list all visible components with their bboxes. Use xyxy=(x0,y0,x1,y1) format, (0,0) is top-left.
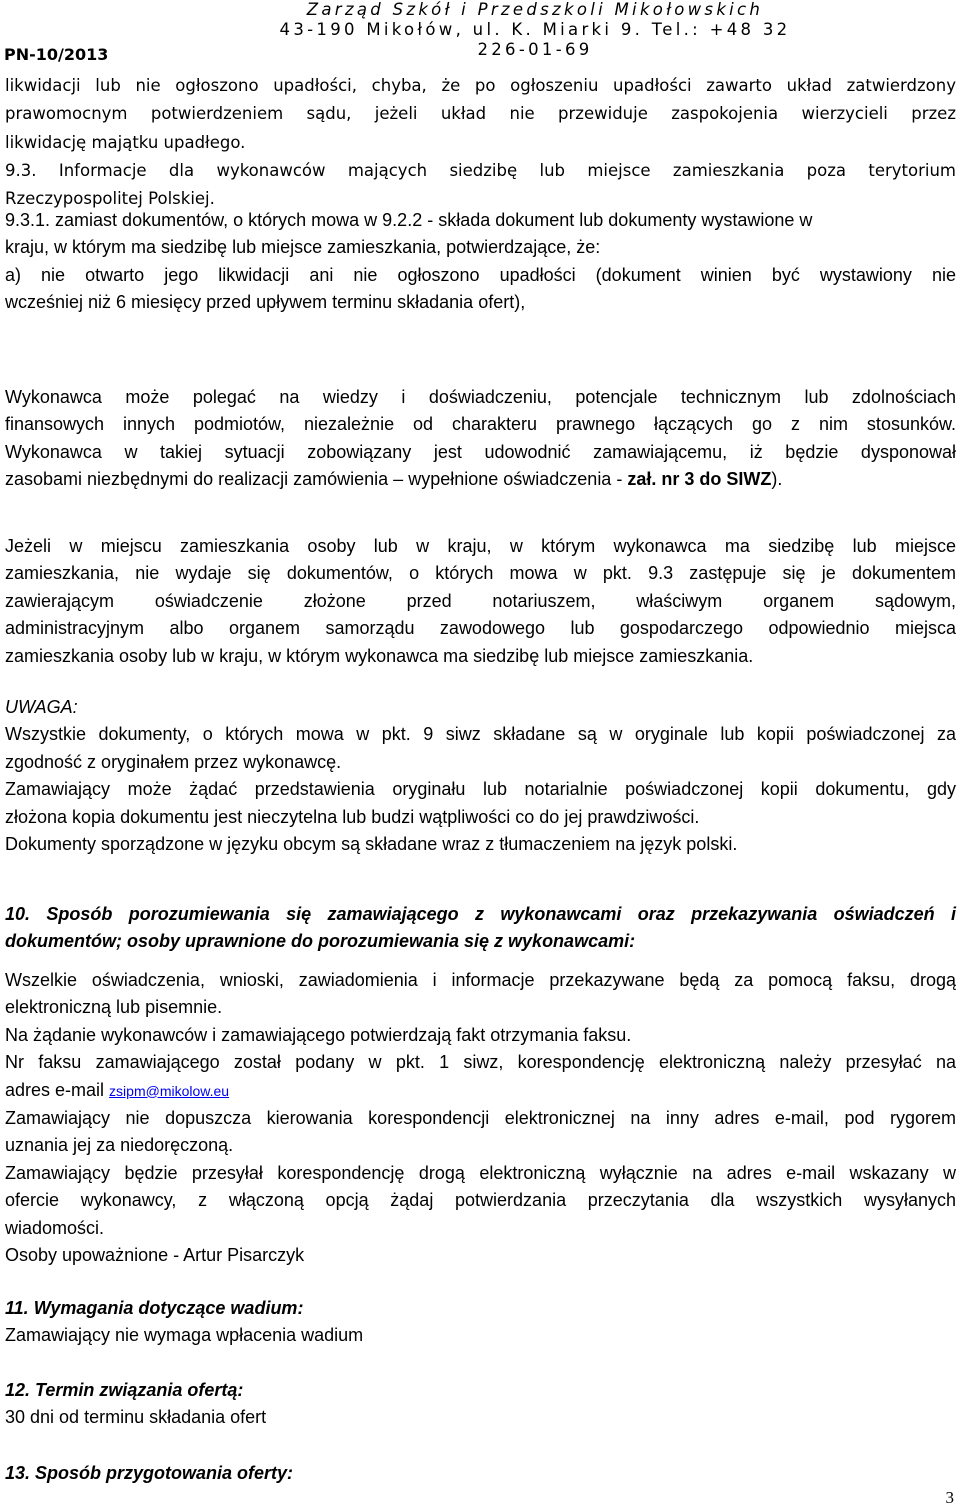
text-line: zasobami niezbędnymi do realizacji zamówienia – wypełnione oświadczenia - zał. nr 3 do SIWZ). xyxy=(5,469,783,490)
section-heading: 11. Wymagania dotyczące wadium: xyxy=(5,1298,304,1318)
text-line: Zamawiający nie dopuszcza kierowania korespondencji elektronicznej na inny adres e-mail, pod rygorem xyxy=(5,1108,956,1129)
paragraph-notary-statement xyxy=(5,533,956,670)
text-line: 9.3. Informacje dla wykonawców mających siedzibę lub miejsce zamieszkania poza terytorium xyxy=(5,160,956,180)
document-reference: PN-10/2013 xyxy=(4,45,109,64)
text-line: administracyjnym albo organem samorządu zawodowego lub gospodarczego odpowiednio miejsca xyxy=(5,618,956,639)
section-10 xyxy=(5,901,956,956)
text-line: 30 dni od terminu składania ofert xyxy=(5,1407,267,1428)
text-line: wiadomości. xyxy=(5,1217,105,1238)
paragraph-foreign-contractors xyxy=(5,207,956,317)
text-line: ofercie wykonawcy, z włączoną opcją żądaj potwierdzania przeczytania dla wszystkich wysyłanych xyxy=(5,1190,956,1211)
text-line: złożona kopia dokumentu jest nieczytelna lub budzi wątpliwości co do jej prawdziwości. xyxy=(5,806,700,827)
letterhead-address: 43-190 Mikołów, ul. K. Miarki 9. Tel.: +48 32 226-01-69 xyxy=(279,20,791,59)
text-line: Rzeczypospolitej Polskiej. xyxy=(5,189,215,209)
attachment-reference: zał. nr 3 do SIWZ xyxy=(627,469,772,490)
email-link[interactable]: zsipm@mikolow.eu xyxy=(109,1082,230,1099)
note-label: UWAGA: xyxy=(5,697,78,717)
section-11 xyxy=(5,1295,956,1350)
note-section xyxy=(5,694,956,858)
section-12 xyxy=(5,1377,956,1432)
section-heading: dokumentów; osoby uprawnione do porozumiewania się z wykonawcami: xyxy=(5,931,636,952)
text-line: finansowych innych podmiotów, niezależnie od charakteru prawnego łączących go z nim stosunków. xyxy=(5,414,956,435)
paragraph-liquidation xyxy=(5,72,956,213)
text-line: Wykonawca w takiej sytuacji zobowiązany jest udowodnić zamawiającemu, iż będzie dysponował xyxy=(5,441,956,462)
section-10-body xyxy=(5,967,956,1269)
text-line: zamieszkania osoby lub w kraju, w którym wykonawca ma siedzibę lub miejsce zamieszkania. xyxy=(5,645,754,666)
text-line: Zamawiający może żądać przedstawienia oryginału lub notarialnie poświadczonej kopii dokumentu, gdy xyxy=(5,779,956,800)
letterhead-org-name: Zarząd Szkół i Przedszkoli Mikołowskich xyxy=(306,0,764,19)
text-line: zawierającym oświadczenie złożone przed notariuszem, właściwym organem sądowym, xyxy=(5,590,956,611)
text-line: Na żądanie wykonawców i zamawiającego potwierdzają fakt otrzymania faksu. xyxy=(5,1024,632,1045)
text-line: likwidacji lub nie ogłoszono upadłości, chyba, że po ogłoszeniu upadłości zawarto układ zatwierdzony xyxy=(5,76,956,95)
section-heading: 13. Sposób przygotowania oferty: xyxy=(5,1463,294,1483)
text-line: Zamawiający nie wymaga wpłacenia wadium xyxy=(5,1325,364,1346)
text-line: kraju, w którym ma siedzibę lub miejsce zamieszkania, potwierdzające, że: xyxy=(5,237,601,258)
text-line: Wszystkie dokumenty, o których mowa w pkt. 9 siwz składane są w oryginale lub kopii poświadczonej za xyxy=(5,724,956,745)
text-line: prawomocnym potwierdzeniem sądu, jeżeli układ nie przewiduje zaspokojenia wierzycieli przez xyxy=(5,104,956,124)
paragraph-reliance-on-resources xyxy=(5,384,956,494)
text-line: wcześniej niż 6 miesięcy przed upływem terminu składania ofert), xyxy=(5,292,526,313)
text-line: zgodność z oryginałem przez wykonawcę. xyxy=(5,751,342,772)
section-heading: 10. Sposób porozumiewania się zamawiającego z wykonawcami oraz przekazywania oświadczeń i xyxy=(5,904,956,924)
text-line: Dokumenty sporządzone w języku obcym są składane wraz z tłumaczeniem na język polski. xyxy=(5,834,738,855)
authorized-person: Osoby upoważnione - Artur Pisarczyk xyxy=(5,1245,305,1266)
text-line: zamieszkania, nie wydaje się dokumentów, o których mowa w pkt. 9.3 zastępuje się je dokumentem xyxy=(5,563,956,584)
text-line: uznania jej za niedoręczoną. xyxy=(5,1135,234,1156)
letterhead xyxy=(255,0,815,60)
text-line: Jeżeli w miejscu zamieszkania osoby lub w kraju, w którym wykonawca ma siedzibę lub miejsce xyxy=(5,536,956,556)
section-13 xyxy=(5,1460,956,1487)
section-heading: 12. Termin związania ofertą: xyxy=(5,1380,244,1400)
text-line: Nr faksu zamawiającego został podany w pkt. 1 siwz, korespondencję elektroniczną należy przesyłać na xyxy=(5,1052,956,1073)
text-line: a) nie otwarto jego likwidacji ani nie ogłoszono upadłości (dokument winien być wystawiony nie xyxy=(5,264,956,285)
text-line: elektroniczną lub pisemnie. xyxy=(5,997,223,1018)
page-number: 3 xyxy=(945,1488,954,1507)
text-line: Wszelkie oświadczenia, wnioski, zawiadomienia i informacje przekazywane będą za pomocą faksu, drogą xyxy=(5,970,956,990)
text-line: Wykonawca może polegać na wiedzy i doświadczeniu, potencjale technicznym lub zdolnościach xyxy=(5,387,956,407)
text-line: Zamawiający będzie przesyłał korespondencję drogą elektroniczną wyłącznie na adres e-mail wskazany w xyxy=(5,1162,956,1183)
text-line: adres e-mail zsipm@mikolow.eu xyxy=(5,1079,230,1100)
text-line: likwidację majątku upadłego. xyxy=(5,132,246,152)
text-line: 9.3.1. zamiast dokumentów, o których mowa w 9.2.2 - składa dokument lub dokumenty wystawione w xyxy=(5,210,813,230)
